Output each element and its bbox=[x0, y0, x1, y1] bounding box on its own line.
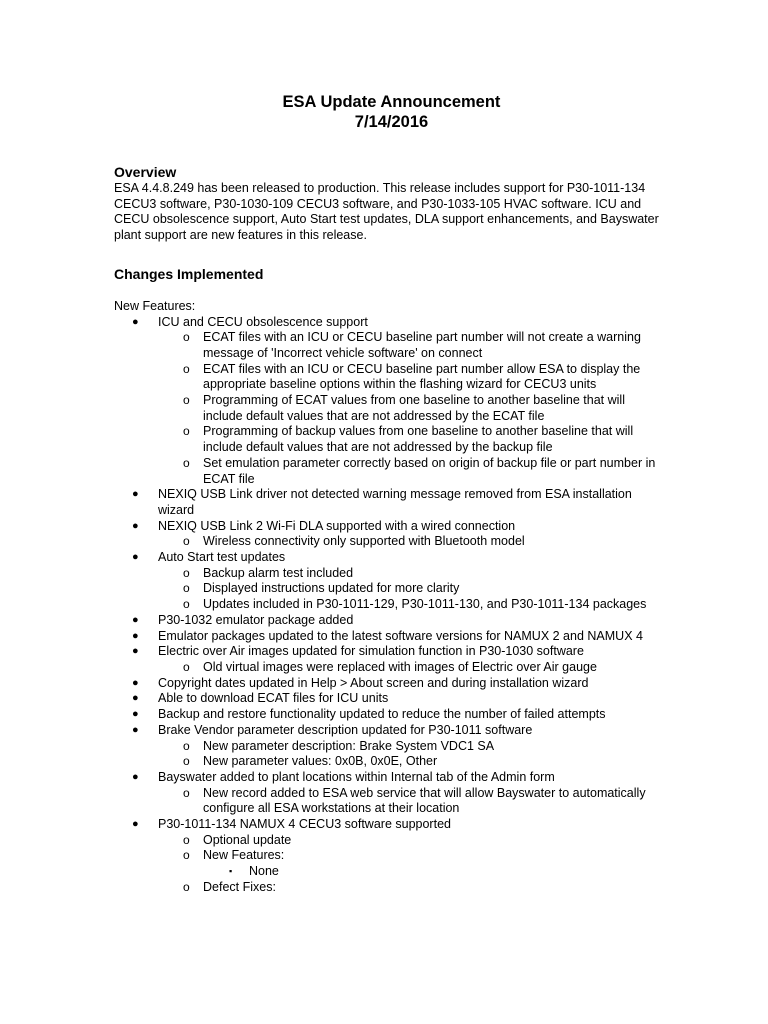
circle-bullet-icon: o bbox=[183, 785, 190, 800]
new-features-label: New Features: bbox=[114, 298, 196, 313]
bullet-icon: ● bbox=[132, 629, 139, 642]
changes-heading: Changes Implemented bbox=[114, 265, 264, 282]
list-item-text: ECAT files with an ICU or CECU baseline part number will not create a warning message of 'Incorrect vehicle software' on connect bbox=[203, 330, 641, 360]
list-item-text: NEXIQ USB Link 2 Wi-Fi DLA supported with a wired connection bbox=[158, 518, 516, 533]
circle-bullet-icon: o bbox=[183, 659, 190, 674]
sub-list bbox=[114, 864, 659, 880]
list-item-text: Backup and restore functionality updated to reduce the number of failed attempts bbox=[158, 707, 606, 722]
sub-list bbox=[114, 739, 659, 770]
bullet-icon: ● bbox=[132, 488, 139, 501]
sub-list-item bbox=[114, 393, 659, 424]
sub-list-item bbox=[114, 754, 659, 770]
sub-list bbox=[114, 566, 659, 613]
list-item-text: Programming of ECAT values from one baseline to another baseline that will include default values that are not addressed by the ECAT file bbox=[203, 393, 625, 423]
list-item-text: New record added to ESA web service that will allow Bayswater to automatically configure all ESA workstations at their location bbox=[203, 785, 646, 816]
bullet-icon: ● bbox=[132, 645, 139, 658]
bullet-icon: ● bbox=[132, 770, 139, 783]
list-item-text: Electric over Air images updated for simulation function in P30-1030 software bbox=[158, 644, 584, 659]
sub-list-item bbox=[114, 330, 659, 361]
list-item bbox=[114, 691, 659, 707]
overview-heading: Overview bbox=[114, 164, 177, 180]
list-item-text: Auto Start test updates bbox=[158, 550, 286, 565]
bullet-icon: ● bbox=[132, 613, 139, 626]
bullet-icon: ● bbox=[132, 723, 139, 736]
overview-paragraph: ESA 4.4.8.249 has been released to production. This release includes support for P30-1011-134 CECU3 software, P30-1030-109 CECU3 software, and P30-1033-105 HVAC software. ICU and CECU obsolescence support, Auto Start test updates, DLA support enhancements, and Bayswater plant support are new features in this release. bbox=[114, 181, 659, 243]
sub-list bbox=[114, 833, 659, 896]
list-item-text: P30-1011-134 NAMUX 4 CECU3 software supported bbox=[158, 817, 451, 832]
list-item bbox=[114, 707, 659, 723]
circle-bullet-icon: o bbox=[183, 879, 190, 894]
bullet-icon: ● bbox=[132, 519, 139, 532]
list-item-text: Updates included in P30-1011-129, P30-1011-130, and P30-1011-134 packages bbox=[203, 597, 647, 612]
list-item-text: Wireless connectivity only supported with Bluetooth model bbox=[203, 534, 525, 549]
circle-bullet-icon: o bbox=[183, 393, 190, 408]
sub-list-item bbox=[114, 456, 659, 487]
list-item-text: Brake Vendor parameter description updated for P30-1011 software bbox=[158, 722, 533, 737]
list-item-text: None bbox=[249, 864, 279, 879]
sub-list-item bbox=[114, 597, 659, 613]
sub-list-item bbox=[114, 660, 659, 676]
sub-list bbox=[114, 660, 659, 676]
list-item-text: ECAT files with an ICU or CECU baseline part number allow ESA to display the appropriate baseline options within the flashing wizard for CECU3 units bbox=[203, 361, 641, 392]
document-page bbox=[114, 92, 659, 896]
list-item bbox=[114, 723, 659, 739]
list-item bbox=[114, 629, 659, 645]
list-item-text: P30-1032 emulator package added bbox=[158, 612, 354, 627]
sub-list-item bbox=[114, 534, 659, 550]
list-item-text: New parameter description: Brake System VDC1 SA bbox=[203, 738, 495, 753]
list-item-text: New Features: bbox=[203, 848, 285, 863]
bullet-icon: ● bbox=[132, 692, 139, 705]
sub-list-item bbox=[114, 424, 659, 455]
list-item-text: Set emulation parameter correctly based on origin of backup file or part number in ECAT file bbox=[203, 455, 656, 486]
list-item bbox=[114, 644, 659, 660]
list-item bbox=[114, 315, 659, 331]
sub-list-item bbox=[114, 362, 659, 393]
list-item-text: Copyright dates updated in Help > About screen and during installation wizard bbox=[158, 675, 589, 690]
list-item-text: Programming of backup values from one baseline to another baseline that will include default values that are not addressed by the backup file bbox=[203, 424, 634, 455]
sub-list-item bbox=[114, 880, 659, 896]
circle-bullet-icon: o bbox=[183, 832, 190, 847]
sub-list-item bbox=[114, 833, 659, 849]
list-item-text: New parameter values: 0x0B, 0x0E, Other bbox=[203, 754, 438, 769]
document-title: ESA Update Announcement bbox=[282, 93, 501, 111]
square-bullet-icon: ▪ bbox=[229, 866, 233, 877]
bullet-icon: ● bbox=[132, 708, 139, 721]
sub-sub-list-item bbox=[114, 864, 659, 880]
list-item bbox=[114, 676, 659, 692]
sub-list-item bbox=[114, 739, 659, 755]
list-item-text: ICU and CECU obsolescence support bbox=[158, 314, 368, 329]
circle-bullet-icon: o bbox=[183, 581, 190, 596]
circle-bullet-icon: o bbox=[183, 738, 190, 753]
sub-list-item bbox=[114, 848, 659, 864]
circle-bullet-icon: o bbox=[183, 361, 190, 376]
document-date: 7/14/2016 bbox=[354, 113, 429, 131]
sub-list bbox=[114, 330, 659, 487]
list-item-text: Old virtual images were replaced with images of Electric over Air gauge bbox=[203, 659, 597, 674]
bullet-icon: ● bbox=[132, 818, 139, 831]
sub-list-item bbox=[114, 581, 659, 597]
circle-bullet-icon: o bbox=[183, 754, 190, 769]
list-item-text: Able to download ECAT files for ICU units bbox=[158, 691, 389, 706]
list-item bbox=[114, 613, 659, 629]
sub-list-item bbox=[114, 786, 659, 817]
list-item-text: Emulator packages updated to the latest software versions for NAMUX 2 and NAMUX 4 bbox=[158, 628, 643, 643]
circle-bullet-icon: o bbox=[183, 565, 190, 580]
list-item-text: Displayed instructions updated for more clarity bbox=[203, 581, 460, 596]
bullet-icon: ● bbox=[132, 676, 139, 689]
list-item-text: Backup alarm test included bbox=[203, 565, 354, 580]
bullet-icon: ● bbox=[132, 551, 139, 564]
circle-bullet-icon: o bbox=[183, 597, 190, 612]
sub-list bbox=[114, 786, 659, 817]
list-item-text: Defect Fixes: bbox=[203, 879, 276, 894]
circle-bullet-icon: o bbox=[183, 534, 190, 549]
list-item bbox=[114, 487, 659, 518]
circle-bullet-icon: o bbox=[183, 424, 190, 439]
list-item bbox=[114, 519, 659, 535]
circle-bullet-icon: o bbox=[183, 848, 190, 863]
feature-list bbox=[114, 315, 659, 896]
list-item-text: NEXIQ USB Link driver not detected warning message removed from ESA installation wizard bbox=[158, 487, 632, 517]
list-item-text: Bayswater added to plant locations within Internal tab of the Admin form bbox=[158, 769, 555, 784]
list-item bbox=[114, 550, 659, 566]
list-item bbox=[114, 817, 659, 833]
circle-bullet-icon: o bbox=[183, 330, 190, 345]
bullet-icon: ● bbox=[132, 315, 139, 328]
list-item bbox=[114, 770, 659, 786]
sub-list-item bbox=[114, 566, 659, 582]
list-item-text: Optional update bbox=[203, 832, 292, 847]
circle-bullet-icon: o bbox=[183, 455, 190, 470]
sub-list bbox=[114, 534, 659, 550]
